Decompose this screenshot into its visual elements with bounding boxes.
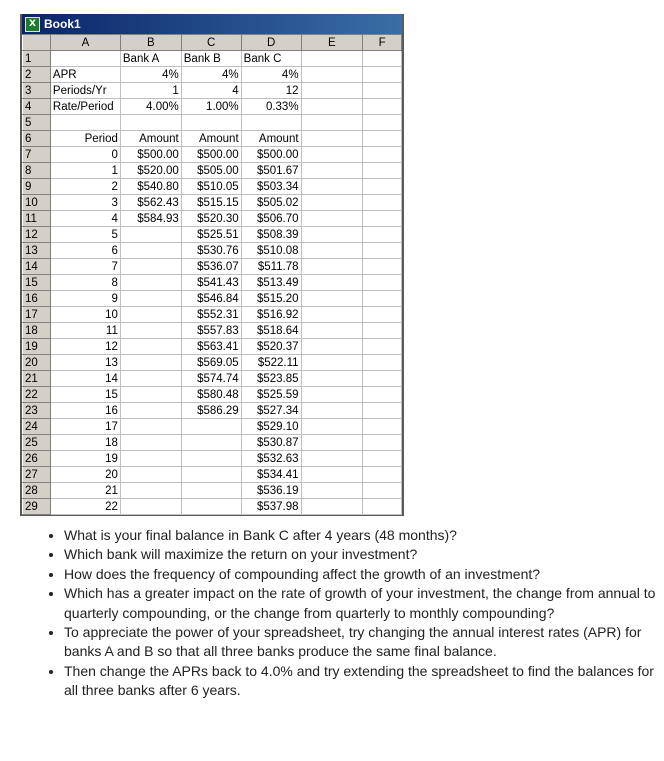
cell[interactable] bbox=[363, 451, 402, 467]
cell[interactable]: 6 bbox=[50, 243, 120, 259]
cell[interactable]: APR bbox=[50, 67, 120, 83]
spreadsheet-row bbox=[23, 419, 402, 435]
cell[interactable] bbox=[301, 243, 363, 259]
cell[interactable] bbox=[181, 467, 241, 483]
row-header[interactable]: 17 bbox=[23, 307, 51, 323]
spreadsheet-row bbox=[23, 179, 402, 195]
cell[interactable] bbox=[301, 83, 363, 99]
cell[interactable]: $586.29 bbox=[181, 403, 241, 419]
cell[interactable] bbox=[301, 211, 363, 227]
row-header[interactable]: 19 bbox=[23, 339, 51, 355]
spreadsheet-row bbox=[23, 435, 402, 451]
cell[interactable]: $520.00 bbox=[120, 163, 181, 179]
cell[interactable] bbox=[181, 115, 241, 131]
cell[interactable]: 14 bbox=[50, 371, 120, 387]
cell[interactable] bbox=[301, 147, 363, 163]
cell[interactable] bbox=[50, 51, 120, 67]
spreadsheet-row bbox=[23, 67, 402, 83]
cell[interactable]: $536.07 bbox=[181, 259, 241, 275]
cell[interactable] bbox=[181, 499, 241, 515]
excel-icon: X bbox=[25, 17, 40, 32]
cell[interactable]: $500.00 bbox=[120, 147, 181, 163]
spreadsheet-row bbox=[23, 451, 402, 467]
row-header[interactable]: 23 bbox=[23, 403, 51, 419]
cell[interactable]: $540.80 bbox=[120, 179, 181, 195]
cell[interactable] bbox=[120, 355, 181, 371]
cell[interactable] bbox=[120, 339, 181, 355]
row-header[interactable]: 8 bbox=[23, 163, 51, 179]
cell[interactable]: $500.00 bbox=[241, 147, 301, 163]
cell[interactable] bbox=[363, 371, 402, 387]
column-header[interactable]: D bbox=[241, 35, 301, 51]
cell[interactable] bbox=[301, 371, 363, 387]
cell[interactable]: $530.76 bbox=[181, 243, 241, 259]
column-header[interactable]: A bbox=[50, 35, 120, 51]
cell[interactable]: 0 bbox=[50, 147, 120, 163]
cell[interactable] bbox=[363, 291, 402, 307]
row-header[interactable]: 5 bbox=[23, 115, 51, 131]
spreadsheet-row bbox=[23, 99, 402, 115]
cell[interactable]: 20 bbox=[50, 467, 120, 483]
cell[interactable] bbox=[120, 499, 181, 515]
cell[interactable] bbox=[363, 179, 402, 195]
row-header[interactable]: 22 bbox=[23, 387, 51, 403]
cell[interactable]: $580.48 bbox=[181, 387, 241, 403]
cell[interactable]: $503.34 bbox=[241, 179, 301, 195]
cell[interactable] bbox=[363, 403, 402, 419]
cell[interactable]: 4% bbox=[120, 67, 181, 83]
question-item: • Then change the APRs back to 4.0% and try extending the spreadsheet to find the balances for all three banks after 6 years. bbox=[64, 662, 664, 701]
spreadsheet-row bbox=[23, 51, 402, 67]
cell[interactable] bbox=[120, 291, 181, 307]
row-header[interactable]: 7 bbox=[23, 147, 51, 163]
cell[interactable]: $563.41 bbox=[181, 339, 241, 355]
cell[interactable]: $534.41 bbox=[241, 467, 301, 483]
spreadsheet-window bbox=[20, 14, 404, 516]
cell[interactable] bbox=[301, 275, 363, 291]
cell[interactable] bbox=[301, 467, 363, 483]
cell[interactable] bbox=[301, 131, 363, 147]
cell[interactable]: $506.70 bbox=[241, 211, 301, 227]
spreadsheet-row bbox=[23, 387, 402, 403]
spreadsheet-row bbox=[23, 131, 402, 147]
cell[interactable]: 4% bbox=[241, 67, 301, 83]
cell[interactable] bbox=[301, 339, 363, 355]
cell[interactable] bbox=[120, 275, 181, 291]
cell[interactable]: $529.10 bbox=[241, 419, 301, 435]
cell[interactable] bbox=[120, 227, 181, 243]
row-header[interactable]: 2 bbox=[23, 67, 51, 83]
cell[interactable] bbox=[363, 115, 402, 131]
cell[interactable] bbox=[301, 163, 363, 179]
spreadsheet-row bbox=[23, 275, 402, 291]
cell[interactable]: $508.39 bbox=[241, 227, 301, 243]
question-item: • Which bank will maximize the return on your investment? bbox=[64, 545, 664, 564]
spreadsheet-row bbox=[23, 355, 402, 371]
cell[interactable]: Periods/Yr bbox=[50, 83, 120, 99]
cell[interactable]: $500.00 bbox=[181, 147, 241, 163]
column-header-row bbox=[23, 35, 402, 51]
row-header[interactable]: 14 bbox=[23, 259, 51, 275]
row-header[interactable]: 25 bbox=[23, 435, 51, 451]
cell[interactable] bbox=[181, 483, 241, 499]
cell[interactable]: $552.31 bbox=[181, 307, 241, 323]
cell[interactable]: $511.78 bbox=[241, 259, 301, 275]
spreadsheet-row bbox=[23, 307, 402, 323]
cell[interactable] bbox=[120, 115, 181, 131]
cell[interactable] bbox=[301, 307, 363, 323]
spreadsheet-row bbox=[23, 211, 402, 227]
spreadsheet-row bbox=[23, 83, 402, 99]
cell[interactable]: $525.51 bbox=[181, 227, 241, 243]
cell[interactable]: Bank A bbox=[120, 51, 181, 67]
cell[interactable]: 4 bbox=[181, 83, 241, 99]
cell[interactable] bbox=[120, 387, 181, 403]
column-header[interactable]: E bbox=[301, 35, 363, 51]
cell[interactable]: $510.08 bbox=[241, 243, 301, 259]
row-header[interactable]: 9 bbox=[23, 179, 51, 195]
cell[interactable]: 4 bbox=[50, 211, 120, 227]
cell[interactable] bbox=[363, 467, 402, 483]
cell[interactable]: $515.20 bbox=[241, 291, 301, 307]
spreadsheet-row bbox=[23, 483, 402, 499]
cell[interactable] bbox=[120, 259, 181, 275]
cell[interactable] bbox=[301, 99, 363, 115]
cell[interactable]: 2 bbox=[50, 179, 120, 195]
cell[interactable]: Period bbox=[50, 131, 120, 147]
cell[interactable]: $515.15 bbox=[181, 195, 241, 211]
cell[interactable] bbox=[120, 243, 181, 259]
row-header[interactable]: 20 bbox=[23, 355, 51, 371]
spreadsheet-grid bbox=[22, 34, 402, 515]
cell[interactable] bbox=[181, 451, 241, 467]
cell[interactable]: $510.05 bbox=[181, 179, 241, 195]
cell[interactable] bbox=[301, 403, 363, 419]
spreadsheet-row bbox=[23, 259, 402, 275]
question-item: • Which has a greater impact on the rate of growth of your investment, the change from annual to quarterly compounding, or the change from quarterly to monthly compounding? bbox=[64, 584, 664, 623]
cell[interactable] bbox=[120, 403, 181, 419]
spreadsheet-row bbox=[23, 467, 402, 483]
cell[interactable]: Amount bbox=[181, 131, 241, 147]
spreadsheet-row bbox=[23, 499, 402, 515]
cell[interactable]: 11 bbox=[50, 323, 120, 339]
cell[interactable] bbox=[301, 291, 363, 307]
cell[interactable]: 1 bbox=[50, 163, 120, 179]
row-header[interactable]: 29 bbox=[23, 499, 51, 515]
cell[interactable]: 1.00% bbox=[181, 99, 241, 115]
cell[interactable]: $516.92 bbox=[241, 307, 301, 323]
spreadsheet-row bbox=[23, 147, 402, 163]
cell[interactable]: $505.02 bbox=[241, 195, 301, 211]
window-titlebar[interactable] bbox=[22, 14, 402, 34]
cell[interactable] bbox=[120, 419, 181, 435]
cell[interactable] bbox=[363, 339, 402, 355]
cell[interactable] bbox=[120, 307, 181, 323]
cell[interactable] bbox=[363, 323, 402, 339]
cell[interactable] bbox=[363, 355, 402, 371]
cell[interactable] bbox=[301, 483, 363, 499]
question-list bbox=[36, 526, 664, 701]
cell[interactable] bbox=[301, 499, 363, 515]
cell[interactable]: $541.43 bbox=[181, 275, 241, 291]
cell[interactable]: 7 bbox=[50, 259, 120, 275]
cell[interactable]: $520.30 bbox=[181, 211, 241, 227]
cell[interactable]: Rate/Period bbox=[50, 99, 120, 115]
row-header[interactable]: 24 bbox=[23, 419, 51, 435]
cell[interactable]: Amount bbox=[120, 131, 181, 147]
cell[interactable]: $513.49 bbox=[241, 275, 301, 291]
spreadsheet-row bbox=[23, 291, 402, 307]
cell[interactable] bbox=[301, 387, 363, 403]
question-item: • How does the frequency of compounding affect the growth of an investment? bbox=[64, 565, 664, 584]
cell[interactable]: 21 bbox=[50, 483, 120, 499]
cell[interactable] bbox=[241, 115, 301, 131]
cell[interactable] bbox=[301, 51, 363, 67]
cell[interactable] bbox=[363, 67, 402, 83]
question-item: • To appreciate the power of your spreadsheet, try changing the annual interest rates (APR) for banks A and B so that all three banks produce the same final balance. bbox=[64, 623, 664, 662]
row-header[interactable]: 10 bbox=[23, 195, 51, 211]
cell[interactable]: 22 bbox=[50, 499, 120, 515]
cell[interactable]: 12 bbox=[50, 339, 120, 355]
row-header[interactable]: 21 bbox=[23, 371, 51, 387]
spreadsheet-row bbox=[23, 403, 402, 419]
row-header[interactable]: 28 bbox=[23, 483, 51, 499]
cell[interactable]: $523.85 bbox=[241, 371, 301, 387]
cell[interactable]: Bank C bbox=[241, 51, 301, 67]
cell[interactable]: 1 bbox=[120, 83, 181, 99]
row-header[interactable]: 1 bbox=[23, 51, 51, 67]
cell[interactable] bbox=[301, 227, 363, 243]
row-header[interactable]: 15 bbox=[23, 275, 51, 291]
cell[interactable] bbox=[363, 163, 402, 179]
cell[interactable] bbox=[120, 435, 181, 451]
cell[interactable] bbox=[301, 67, 363, 83]
spreadsheet-row bbox=[23, 339, 402, 355]
cell[interactable]: $562.43 bbox=[120, 195, 181, 211]
row-header[interactable]: 4 bbox=[23, 99, 51, 115]
cell[interactable] bbox=[301, 355, 363, 371]
row-header[interactable]: 27 bbox=[23, 467, 51, 483]
cell[interactable]: 4% bbox=[181, 67, 241, 83]
cell[interactable] bbox=[120, 467, 181, 483]
cell[interactable]: 9 bbox=[50, 291, 120, 307]
cell[interactable]: $520.37 bbox=[241, 339, 301, 355]
cell[interactable]: 5 bbox=[50, 227, 120, 243]
cell[interactable]: $574.74 bbox=[181, 371, 241, 387]
spreadsheet-row bbox=[23, 115, 402, 131]
cell[interactable] bbox=[363, 131, 402, 147]
cell[interactable] bbox=[363, 147, 402, 163]
cell[interactable] bbox=[363, 99, 402, 115]
cell[interactable] bbox=[120, 451, 181, 467]
cell[interactable] bbox=[363, 275, 402, 291]
row-header[interactable]: 18 bbox=[23, 323, 51, 339]
cell[interactable] bbox=[301, 419, 363, 435]
cell[interactable]: 8 bbox=[50, 275, 120, 291]
cell[interactable] bbox=[363, 387, 402, 403]
row-header[interactable]: 13 bbox=[23, 243, 51, 259]
cell[interactable] bbox=[363, 307, 402, 323]
select-all-corner[interactable] bbox=[23, 35, 51, 51]
cell[interactable]: $546.84 bbox=[181, 291, 241, 307]
cell[interactable] bbox=[301, 179, 363, 195]
cell[interactable]: 10 bbox=[50, 307, 120, 323]
cell[interactable] bbox=[50, 115, 120, 131]
cell[interactable]: Bank B bbox=[181, 51, 241, 67]
column-header[interactable]: B bbox=[120, 35, 181, 51]
cell[interactable]: $557.83 bbox=[181, 323, 241, 339]
row-header[interactable]: 6 bbox=[23, 131, 51, 147]
cell[interactable] bbox=[301, 115, 363, 131]
cell[interactable] bbox=[120, 483, 181, 499]
cell[interactable] bbox=[363, 195, 402, 211]
cell[interactable]: $537.98 bbox=[241, 499, 301, 515]
spreadsheet-row bbox=[23, 195, 402, 211]
cell[interactable]: 4.00% bbox=[120, 99, 181, 115]
cell[interactable] bbox=[363, 499, 402, 515]
cell[interactable] bbox=[363, 243, 402, 259]
spreadsheet-row bbox=[23, 371, 402, 387]
cell[interactable] bbox=[181, 419, 241, 435]
cell[interactable]: $530.87 bbox=[241, 435, 301, 451]
cell[interactable] bbox=[301, 323, 363, 339]
cell[interactable] bbox=[363, 211, 402, 227]
spreadsheet-row bbox=[23, 243, 402, 259]
cell[interactable] bbox=[363, 483, 402, 499]
cell[interactable]: $522.11 bbox=[241, 355, 301, 371]
cell[interactable]: $536.19 bbox=[241, 483, 301, 499]
cell[interactable]: $518.64 bbox=[241, 323, 301, 339]
cell[interactable] bbox=[120, 323, 181, 339]
cell[interactable] bbox=[363, 227, 402, 243]
cell[interactable] bbox=[363, 419, 402, 435]
row-header[interactable]: 3 bbox=[23, 83, 51, 99]
cell[interactable]: 17 bbox=[50, 419, 120, 435]
cell[interactable] bbox=[301, 451, 363, 467]
cell[interactable]: $505.00 bbox=[181, 163, 241, 179]
spreadsheet-row bbox=[23, 227, 402, 243]
cell[interactable] bbox=[363, 435, 402, 451]
cell[interactable] bbox=[363, 259, 402, 275]
spreadsheet-row bbox=[23, 163, 402, 179]
cell[interactable]: $527.34 bbox=[241, 403, 301, 419]
cell[interactable]: 16 bbox=[50, 403, 120, 419]
cell[interactable] bbox=[363, 51, 402, 67]
cell[interactable]: $532.63 bbox=[241, 451, 301, 467]
column-header[interactable]: C bbox=[181, 35, 241, 51]
cell[interactable] bbox=[301, 435, 363, 451]
column-header[interactable]: F bbox=[363, 35, 402, 51]
cell[interactable] bbox=[301, 259, 363, 275]
cell[interactable]: $525.59 bbox=[241, 387, 301, 403]
cell[interactable]: $569.05 bbox=[181, 355, 241, 371]
cell[interactable] bbox=[181, 435, 241, 451]
cell[interactable]: 18 bbox=[50, 435, 120, 451]
cell[interactable]: 15 bbox=[50, 387, 120, 403]
row-header[interactable]: 16 bbox=[23, 291, 51, 307]
row-header[interactable]: 12 bbox=[23, 227, 51, 243]
cell[interactable] bbox=[363, 83, 402, 99]
question-item: • What is your final balance in Bank C after 4 years (48 months)? bbox=[64, 526, 664, 545]
window-title: Book1 bbox=[44, 17, 81, 31]
cell[interactable]: 3 bbox=[50, 195, 120, 211]
cell[interactable]: 13 bbox=[50, 355, 120, 371]
cell[interactable]: 0.33% bbox=[241, 99, 301, 115]
cell[interactable]: Amount bbox=[241, 131, 301, 147]
row-header[interactable]: 11 bbox=[23, 211, 51, 227]
spreadsheet-row bbox=[23, 323, 402, 339]
cell[interactable]: 12 bbox=[241, 83, 301, 99]
cell[interactable] bbox=[120, 371, 181, 387]
cell[interactable]: $501.67 bbox=[241, 163, 301, 179]
cell[interactable]: 19 bbox=[50, 451, 120, 467]
cell[interactable]: $584.93 bbox=[120, 211, 181, 227]
row-header[interactable]: 26 bbox=[23, 451, 51, 467]
cell[interactable] bbox=[301, 195, 363, 211]
